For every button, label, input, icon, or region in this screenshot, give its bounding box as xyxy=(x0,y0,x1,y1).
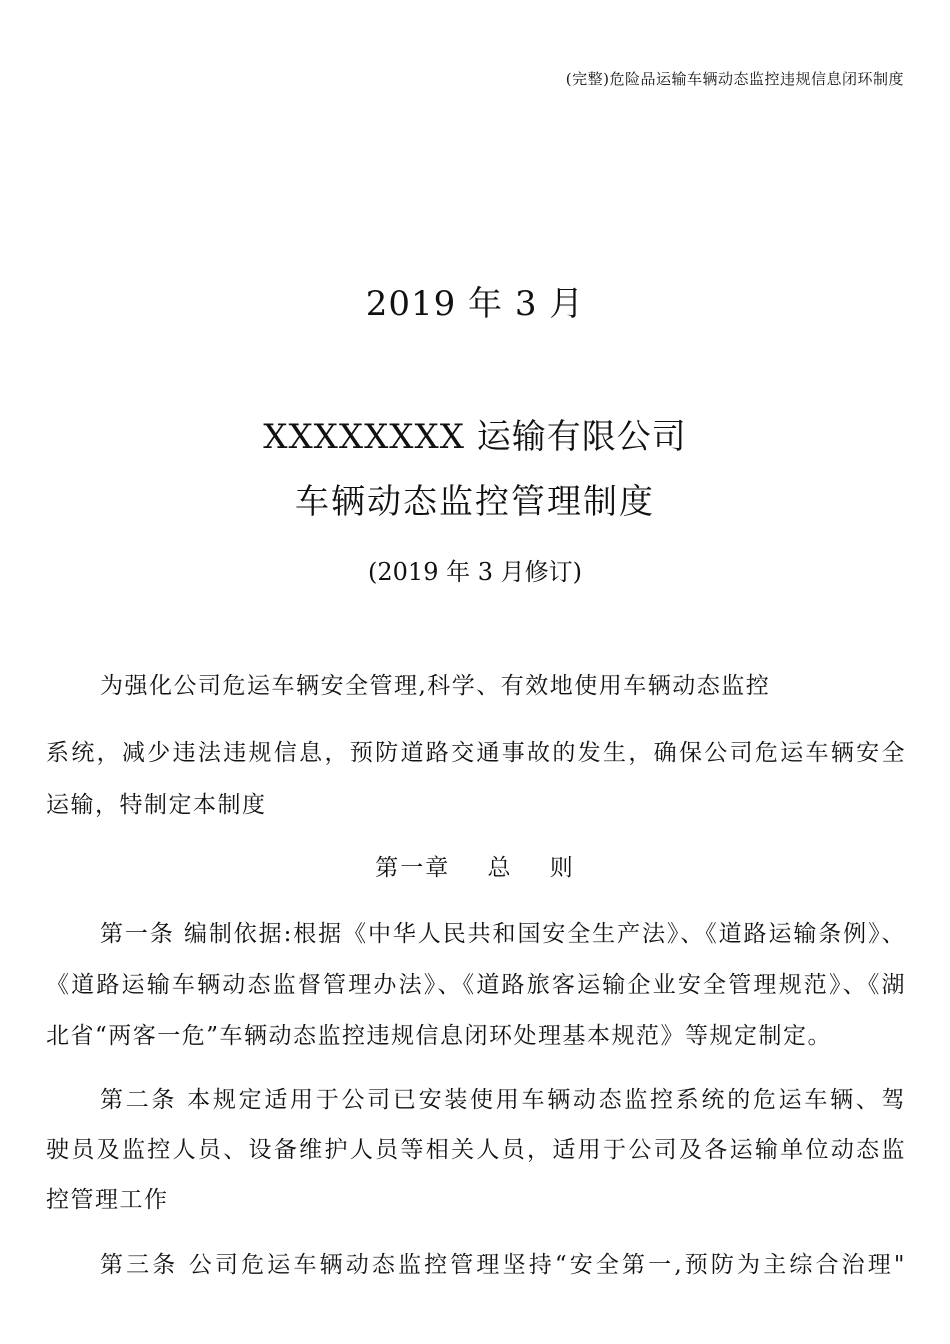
article-3-line-1: 第三条 公司危运车辆动态监控管理坚持“安全第一,预防为主综合治理" xyxy=(100,1252,906,1278)
company-name: XXXXXXXX 运输有限公司 xyxy=(263,417,687,457)
cover-date: 2019 年 3 月 xyxy=(365,284,585,324)
intro-line-1: 为强化公司危运车辆安全管理,科学、有效地使用车辆动态监控 xyxy=(100,673,771,699)
running-header: (完整)危险品运输车辆动态监控违规信息闭环制度 xyxy=(565,70,904,88)
article-2-line-1: 第二条 本规定适用于公司已安装使用车辆动态监控系统的危运车辆、驾 xyxy=(100,1087,906,1113)
article-2-line-3: 控管理工作 xyxy=(46,1187,169,1213)
article-1-line-3: 北省“两客一危”车辆动态监控违规信息闭环处理基本规范》等规定制定。 xyxy=(46,1023,833,1049)
document-title: 车辆动态监控管理制度 xyxy=(295,482,655,522)
intro-line-2: 系统，减少违法违规信息，预防道路交通事故的发生，确保公司危运车辆安全 xyxy=(46,740,906,766)
article-1-line-2: 《道路运输车辆动态监督管理办法》、《道路旅客运输企业安全管理规范》、《湖 xyxy=(46,972,906,998)
revision-note: (2019 年 3 月修订) xyxy=(368,558,582,586)
article-1-line-1: 第一条 编制依据:根据《中华人民共和国安全生产法》、《道路运输条例》、 xyxy=(100,921,906,947)
intro-line-3: 运输，特制定本制度 xyxy=(46,792,267,818)
chapter-heading: 第一章 总 则 xyxy=(375,855,575,881)
article-2-line-2: 驶员及监控人员、设备维护人员等相关人员，适用于公司及各运输单位动态监 xyxy=(46,1137,906,1163)
